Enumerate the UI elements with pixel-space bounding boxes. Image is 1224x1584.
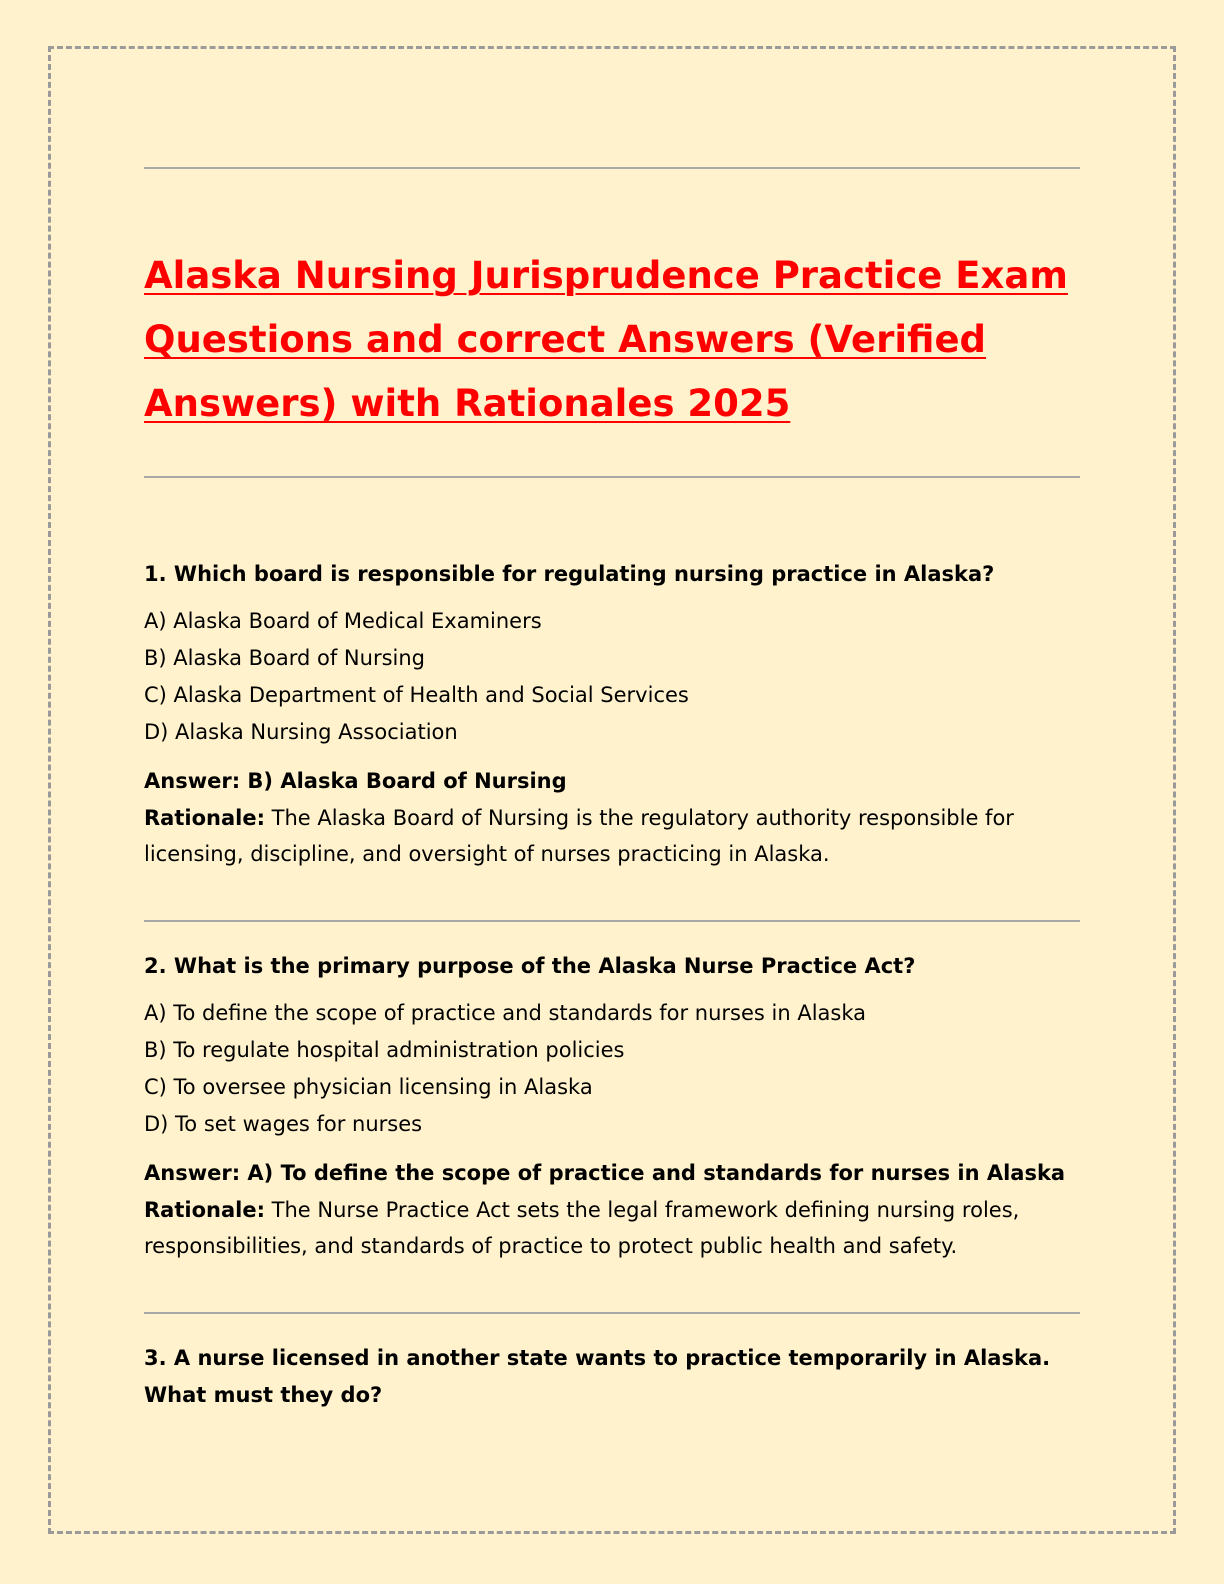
question-block-3 — [144, 1340, 1080, 1414]
divider — [144, 476, 1080, 478]
option-a: A) To define the scope of practice and standards for nurses in Alaska — [144, 1001, 867, 1025]
question-text: 2. What is the primary purpose of the Alaska Nurse Practice Act? — [144, 954, 916, 978]
option-b: B) To regulate hospital administration policies — [144, 1038, 625, 1062]
option-list — [144, 995, 1080, 1143]
question-text: 3. A nurse licensed in another state wants to practice temporarily in Alaska. What must they do? — [144, 1346, 1051, 1407]
question-block-2 — [144, 948, 1080, 1264]
option-b: B) Alaska Board of Nursing — [144, 646, 425, 670]
rationale-text: The Nurse Practice Act sets the legal framework defining nursing roles, responsibilities, and standards of practice to protect public health and safety. — [144, 1198, 1020, 1258]
divider — [144, 167, 1080, 169]
rationale-label: Rationale: — [144, 1198, 265, 1222]
rationale-label: Rationale: — [144, 806, 265, 830]
answer-text: Answer: A) To define the scope of practice and standards for nurses in Alaska — [144, 1161, 1066, 1185]
question-text: 1. Which board is responsible for regulating nursing practice in Alaska? — [144, 562, 995, 586]
question-block-1 — [144, 556, 1080, 872]
option-c: C) Alaska Department of Health and Social Services — [144, 683, 689, 707]
rationale-text: The Alaska Board of Nursing is the regulatory authority responsible for licensing, discipline, and oversight of nurses practicing in Alaska. — [144, 806, 1014, 866]
option-d: D) Alaska Nursing Association — [144, 720, 458, 744]
option-a: A) Alaska Board of Medical Examiners — [144, 609, 542, 633]
option-d: D) To set wages for nurses — [144, 1112, 423, 1136]
option-c: C) To oversee physician licensing in Alaska — [144, 1075, 593, 1099]
rationale — [144, 1192, 1080, 1264]
page-title: Alaska Nursing Jurisprudence Practice Exam Questions and correct Answers (Verified Answers) with Rationales 2025 — [144, 254, 1068, 425]
divider — [144, 1312, 1080, 1314]
option-list — [144, 603, 1080, 751]
rationale — [144, 800, 1080, 872]
divider — [144, 920, 1080, 922]
answer-text: Answer: B) Alaska Board of Nursing — [144, 769, 567, 793]
